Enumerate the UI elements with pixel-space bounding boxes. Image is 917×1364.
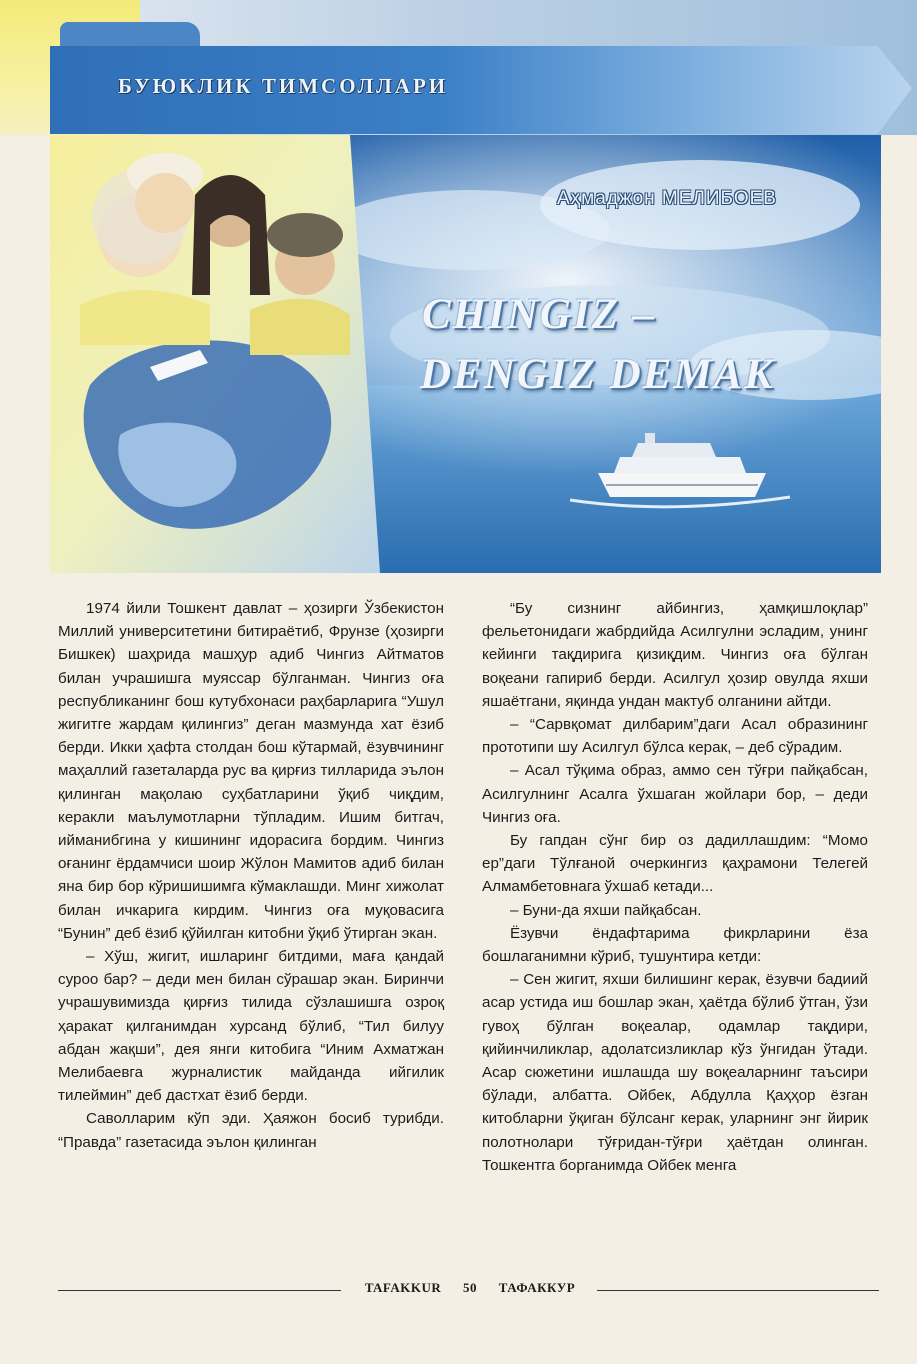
paragraph: 1974 йили Тошкент давлат – ҳозирги Ўзбекистон Миллий университетини битираётиб, Фрунзе (ҳозирги Бишкек) шаҳрида машҳур адиб Чингиз Айтматов билан учрашишга муяссар бўлганман. Чингиз оға республиканинг бош кутубхонаси раҳбарларига “Ушул жигитге жардам қилингиз” деган мазмунда хат ёзиб берди. Икки ҳафта столдан бош кўтармай, ёзувчининг маҳаллий газеталарда рус ва қирғиз тилларида эълон қилинган мақолаю суҳбатларини ўқиб чиқдим, керакли маълумотларни тўпладим. Ишим битгач, ийманибгина у кишининг идорасига бордим. Чингиз оғанинг ёрдамчиси шоир Жўлон Мамитов адиб билан яна бир бор кўришишимга кўмаклашди. Минг хижолат билан ичкарига кирдим. Чингиз оға муқовасига “Бунин” деб ёзиб қўйилган китобни ўқиб ўтирган экан.	[58, 600, 444, 942]
paragraph: – Хўш, жигит, ишларинг битдими, маға қандай суроо бар? – деди мен билан сўрашар экан. Биринчи учрашувимизда қирғиз тилида сўзлашишга озроқ ҳаракат қилганимдан хурсанд бўлиб, “Тил билуу абдан жақши”, дея янги китобига “Иним Ахматжан Мелибаевга журналистик майданда ийгилик тилеймин” деб дастхат ёзиб берди.	[58, 948, 444, 1105]
paragraph: – “Сарвқомат дилбарим”даги Асал образининг прототипи шу Асилгул бўлса керак, – деб сўрадим.	[482, 716, 868, 757]
paragraph: Бу гапдан сўнг бир оз дадиллашдим: “Момо ер”даги Тўлғаной очеркингиз қаҳрамони Телегей Алмамбетовнага ўхшаб кетади...	[482, 832, 868, 896]
body-column-right	[482, 597, 868, 1177]
paragraph: Ёзувчи ёндафтарима фикрларини ёза бошлаганимни кўриб, тушунтира кетди:	[482, 924, 868, 966]
footer-rule-right	[597, 1290, 879, 1291]
footer-rule-left	[58, 1290, 341, 1291]
author-name: Аҳмаджон МЕЛИБОЕВ	[557, 188, 777, 209]
footer-magazine-cyrillic: ТАФАККУР	[498, 1280, 576, 1295]
paragraph: – Асал тўқима образ, аммо сен тўғри пайқабсан, Асилгулнинг Асалга ўхшаган жойлари бор, – деди Чингиз оға.	[482, 762, 868, 826]
paragraph: “Бу сизнинг айбингиз, ҳамқишлоқлар” фельетонидаги жабрдийда Асилгулни эсладим, унинг кейинги тақдирига қизиқдим. Чингиз оға бўлган воқеани гапириб берди. Асилгул ҳозир овулда яхши яшаётгани, яқинда ундан мактуб олганини айтди.	[482, 600, 868, 710]
page-number: 50	[463, 1280, 478, 1295]
article-title-line-2: DENGIZ DEMAK	[420, 351, 775, 398]
paragraph: – Буни-да яхши пайқабсан.	[510, 901, 702, 919]
paragraph: – Сен жигит, яхши билишинг керак, ёзувчи бадиий асар устида иш бошлар экан, ҳаётда бўлиб ўтган, ўзи гувоҳ бўлган воқеалар, одамлар тақдири, қийинчиликлар, адолатсизликлар кўз ўнгидан ўтади. Асар сюжетини ишлашда шу воқеаларнинг таъсири бўлади, албатта. Ойбек, Абдулла Қаҳҳор ёзган китобларни ўқиган бўлсанг керак, уларнинг энг йирик полотнолари тўғридан-тўғри ҳаётдан олинган. Тошкентга борганимда Ойбек менга	[482, 971, 868, 1174]
body-column-left	[58, 597, 444, 1154]
section-title: БУЮКЛИК ТИМСОЛЛАРИ	[118, 74, 449, 98]
paragraph: Саволларим кўп эди. Ҳаяжон босиб турибди. “Правда” газетасида эълон қилинган	[58, 1110, 444, 1151]
footer-magazine-latin: TAFAKKUR	[364, 1280, 442, 1295]
page-footer	[350, 1280, 590, 1296]
article-title-line-1: CHINGIZ –	[422, 291, 657, 338]
